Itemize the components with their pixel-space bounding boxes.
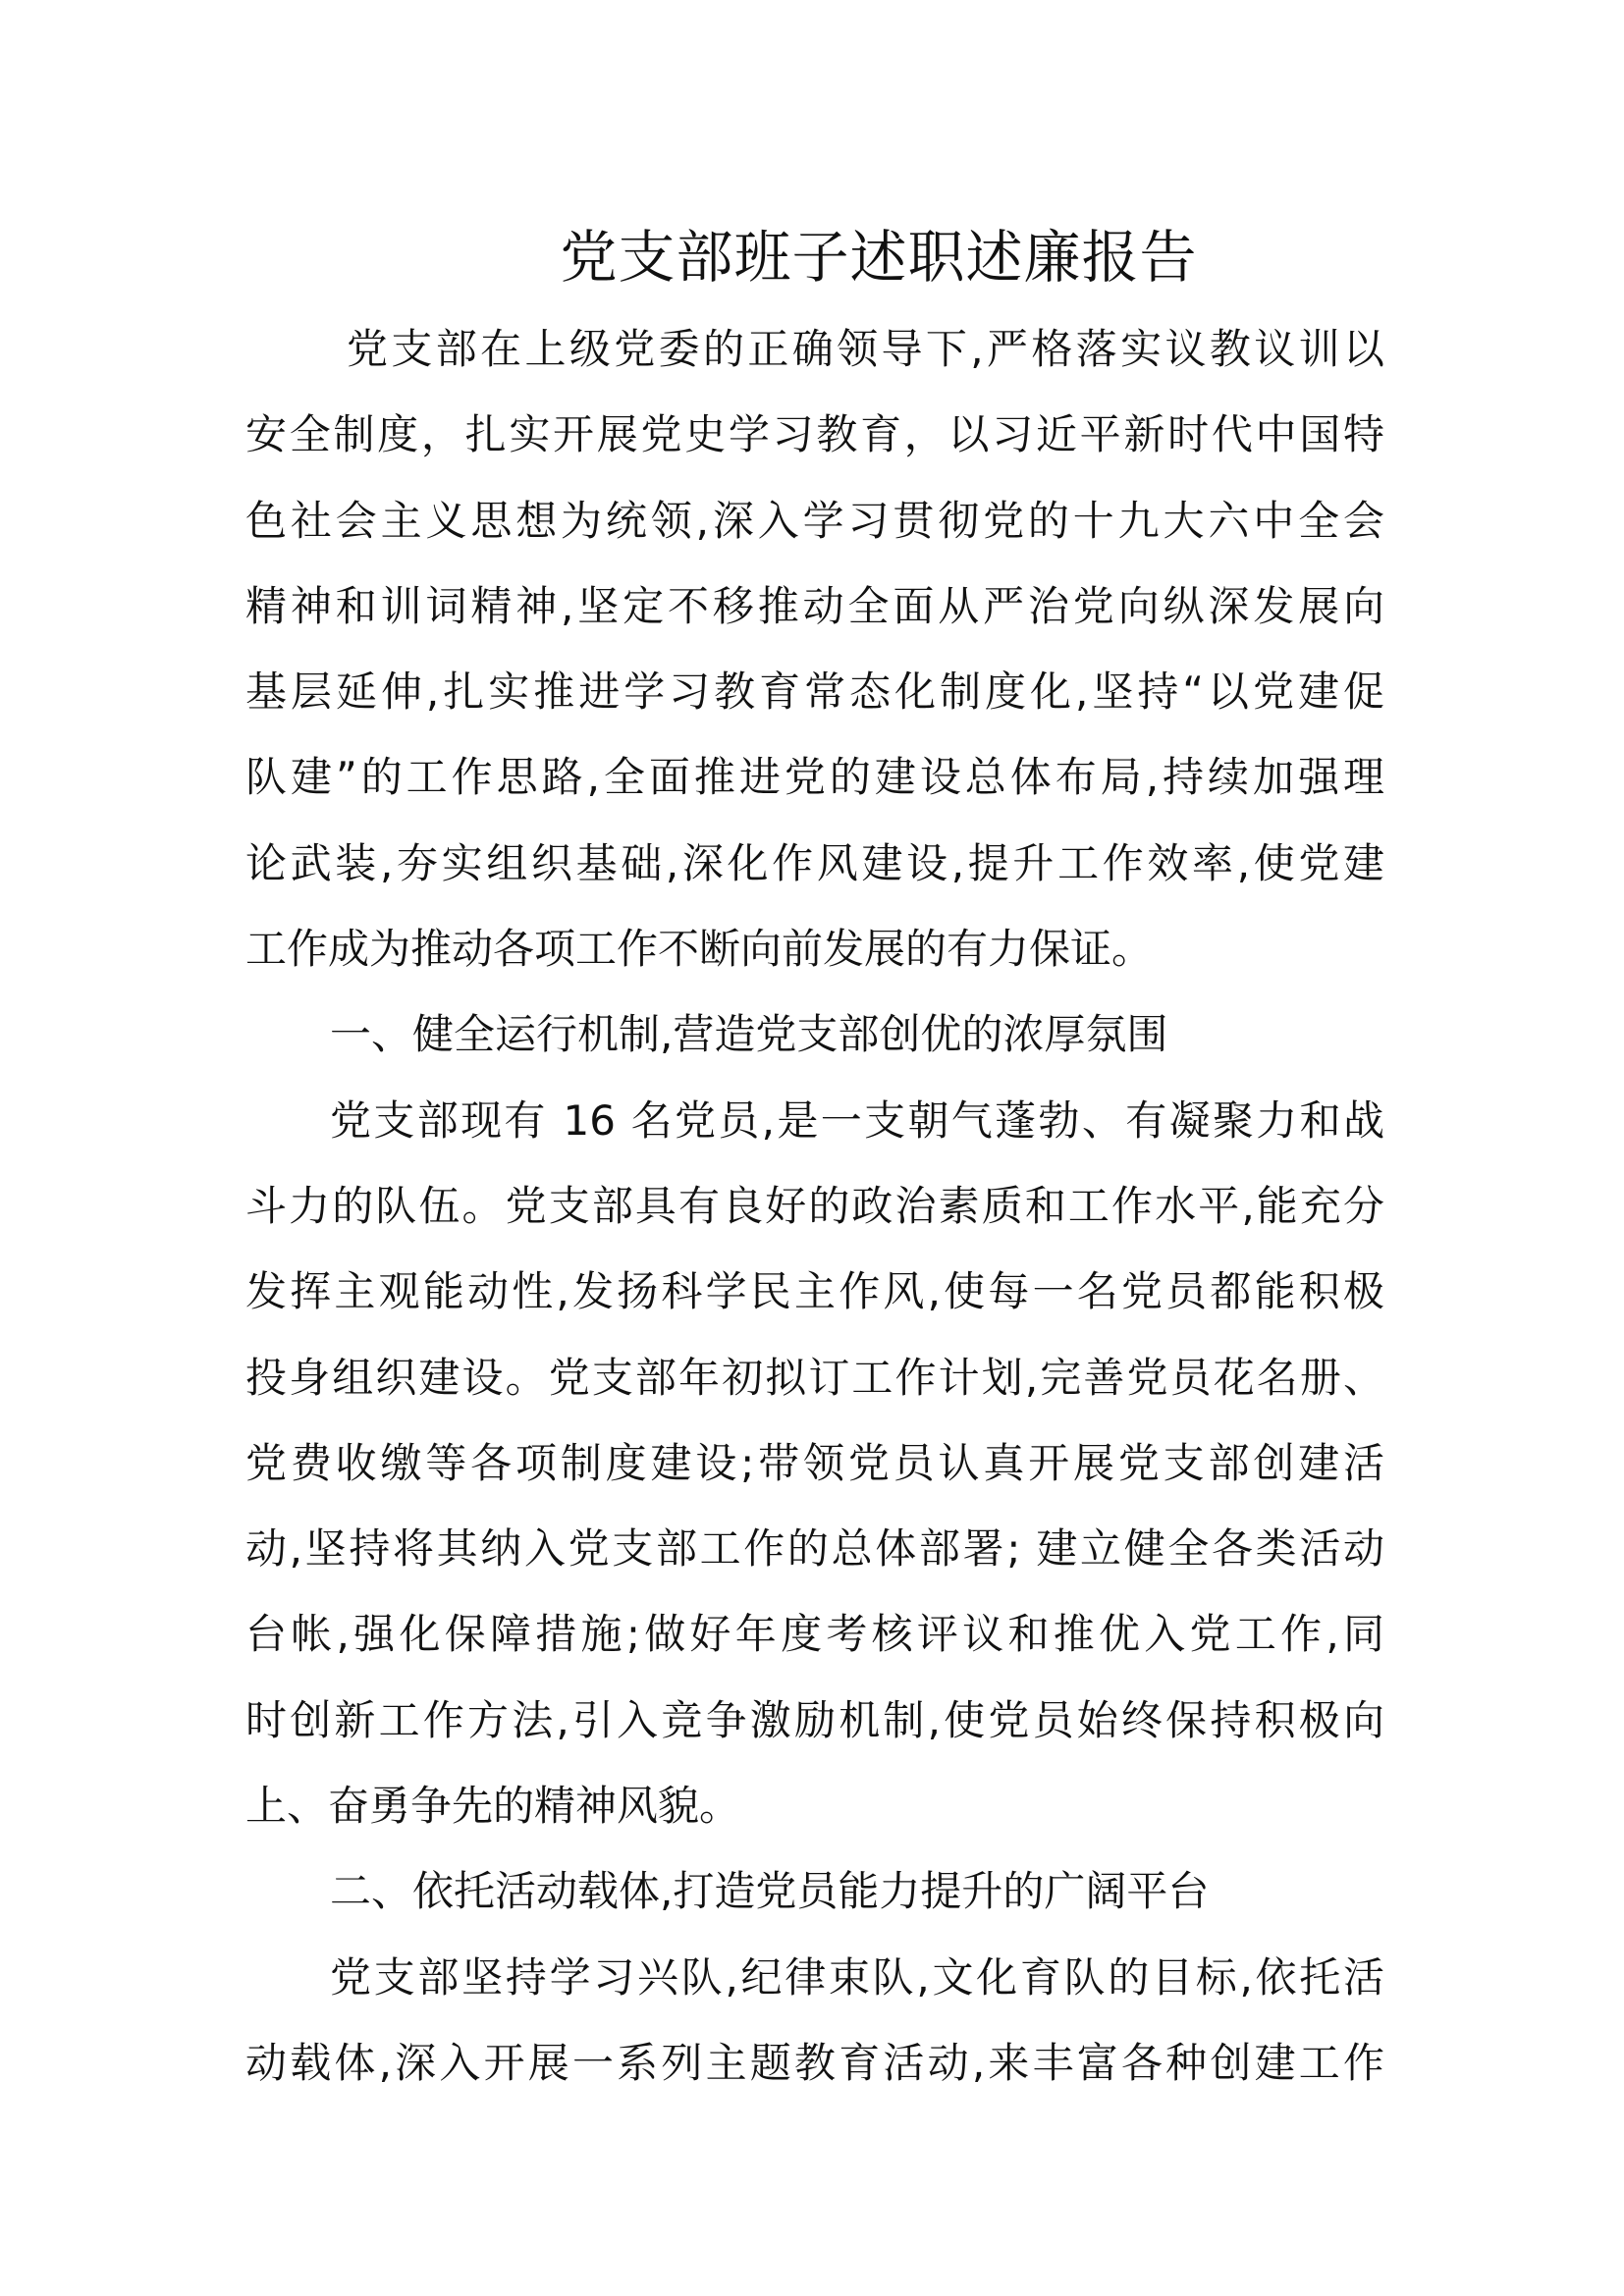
paragraph-line: 工作成为推动各项工作不断向前发展的有力保证。 bbox=[245, 925, 1154, 974]
paragraph-line: 投身组织建设。党支部年初拟订工作计划,完善党员花名册、 bbox=[245, 1353, 1384, 1402]
paragraph-line: 时创新工作方法,引入竞争激励机制,使党员始终保持积极向 bbox=[245, 1695, 1384, 1744]
paragraph-line: 上、奋勇争先的精神风貌。 bbox=[245, 1782, 741, 1831]
paragraph-line: 色社会主义思想为统领,深入学习贯彻党的十九大六中全会 bbox=[245, 496, 1384, 545]
section-heading-1: 一、健全运行机制,营造党支部创优的浓厚氛围 bbox=[330, 1010, 1168, 1059]
paragraph-line: 动载体,深入开展一系列主题教育活动,来丰富各种创建工作 bbox=[245, 2038, 1384, 2087]
paragraph-line: 党支部在上级党委的正确领导下,严格落实议教议训以 bbox=[347, 325, 1384, 373]
paragraph-line: 台帐,强化保障措施;做好年度考核评议和推优入党工作,同 bbox=[245, 1610, 1384, 1659]
paragraph-line: 斗力的队伍。党支部具有良好的政治素质和工作水平,能充分 bbox=[245, 1181, 1384, 1230]
paragraph-line: 动,坚持将其纳入党支部工作的总体部署; 建立健全各类活动 bbox=[245, 1524, 1384, 1574]
section-heading-2: 二、依托活动载体,打造党员能力提升的广阔平台 bbox=[330, 1867, 1210, 1916]
paragraph-line: 党费收缴等各项制度建设;带领党员认真开展党支部创建活 bbox=[245, 1438, 1384, 1487]
paragraph-line: 精神和训词精神,坚定不移推动全面从严治党向纵深发展向 bbox=[245, 581, 1384, 630]
paragraph-line: 安全制度，扎实开展党史学习教育，以习近平新时代中国特 bbox=[245, 410, 1384, 459]
paragraph-line: 队建”的工作思路,全面推进党的建设总体布局,持续加强理 bbox=[245, 753, 1384, 802]
paragraph-line: 党支部现有 16 名党员,是一支朝气蓬勃、有凝聚力和战 bbox=[330, 1095, 1384, 1145]
paragraph-line: 论武装,夯实组织基础,深化作风建设,提升工作效率,使党建 bbox=[245, 838, 1384, 887]
paragraph-line: 党支部坚持学习兴队,纪律束队,文化育队的目标,依托活 bbox=[330, 1952, 1384, 2002]
paragraph-line: 发挥主观能动性,发扬科学民主作风,使每一名党员都能积极 bbox=[245, 1267, 1384, 1316]
document-body bbox=[245, 306, 1384, 2106]
paragraph-line: 基层延伸,扎实推进学习教育常态化制度化,坚持“以党建促 bbox=[245, 667, 1384, 717]
document-title: 党支部班子述职述廉报告 bbox=[560, 224, 1198, 291]
